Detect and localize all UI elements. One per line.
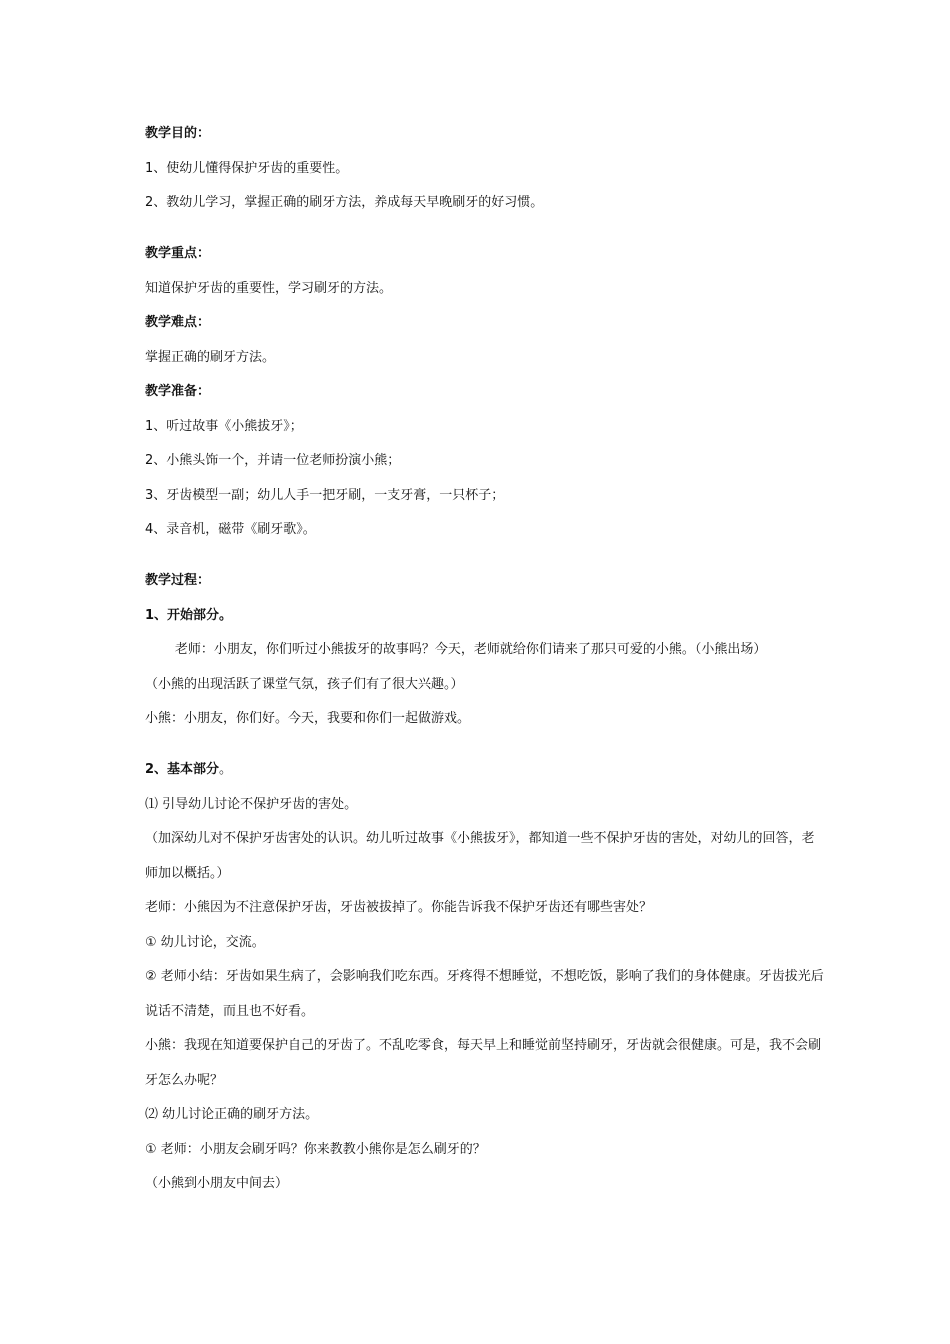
difficulty-heading: 教学难点： [145, 315, 211, 330]
difficulty-text: 掌握正确的刷牙方法。 [145, 349, 276, 365]
preparation-heading: 教学准备： [145, 384, 211, 399]
part2-line: ⑵ 幼儿讨论正确的刷牙方法。 [145, 1107, 319, 1122]
part1-line: 老师：小朋友，你们听过小熊拔牙的故事吗？今天，老师就给你们请来了那只可爱的小熊。（小熊出场） [174, 642, 767, 657]
part2-title-bold: 2、基本部分 [145, 762, 220, 777]
objectives-heading: 教学目的： [145, 126, 211, 141]
preparation-item: 3、牙齿模型一副；幼儿人手一把牙刷，一支牙膏，一只杯子； [145, 487, 505, 503]
key-point-text: 知道保护牙齿的重要性，学习刷牙的方法。 [145, 280, 393, 296]
preparation-item: 1、听过故事《小熊拔牙》； [145, 418, 303, 434]
part2-line: 老师：小熊因为不注意保护牙齿，牙齿被拔掉了。你能告诉我不保护牙齿还有哪些害处？ [145, 900, 653, 915]
part1-line: 小熊：小朋友，你们好。今天，我要和你们一起做游戏。 [145, 711, 471, 726]
part2-line: （加深幼儿对不保护牙齿害处的认识。幼儿听过故事《小熊拔牙》，都知道一些不保护牙齿的害处，对幼儿的回答，老师加以概括。） [145, 831, 815, 881]
process-heading: 教学过程： [145, 573, 211, 588]
part2-line: （小熊到小朋友中间去） [145, 1176, 289, 1191]
part2-line: 小熊：我现在知道要保护自己的牙齿了。不乱吃零食，每天早上和睡觉前坚持刷牙，牙齿就会很健康。可是，我不会刷牙怎么办呢？ [145, 1038, 822, 1088]
part2-title-tail: 。 [219, 762, 233, 777]
part2-line: ① 幼儿讨论，交流。 [145, 934, 265, 950]
objective-item: 2、教幼儿学习，掌握正确的刷牙方法，养成每天早晚刷牙的好习惯。 [145, 195, 544, 210]
preparation-item: 2、小熊头饰一个，并请一位老师扮演小熊； [145, 453, 401, 468]
objective-item: 1、使幼儿懂得保护牙齿的重要性。 [145, 160, 349, 176]
part1-title: 1、开始部分。 [145, 607, 233, 623]
part2-line: ② 老师小结：牙齿如果生病了，会影响我们吃东西。牙疼得不想睡觉，不想吃饭，影响了我们的身体健康。牙齿拔光后说话不清楚，而且也不好看。 [145, 969, 824, 1019]
lesson-plan-body [145, 124, 825, 1209]
part2-title [145, 760, 825, 780]
part2-line: ① 老师：小朋友会刷牙吗？你来教教小熊你是怎么刷牙的？ [145, 1141, 486, 1157]
preparation-item: 4、录音机，磁带《刷牙歌》。 [145, 522, 316, 537]
key-point-heading: 教学重点： [145, 246, 211, 261]
part2-line: ⑴ 引导幼儿讨论不保护牙齿的害处。 [145, 796, 358, 812]
part1-line: （小熊的出现活跃了课堂气氛，孩子们有了很大兴趣。） [145, 676, 464, 692]
